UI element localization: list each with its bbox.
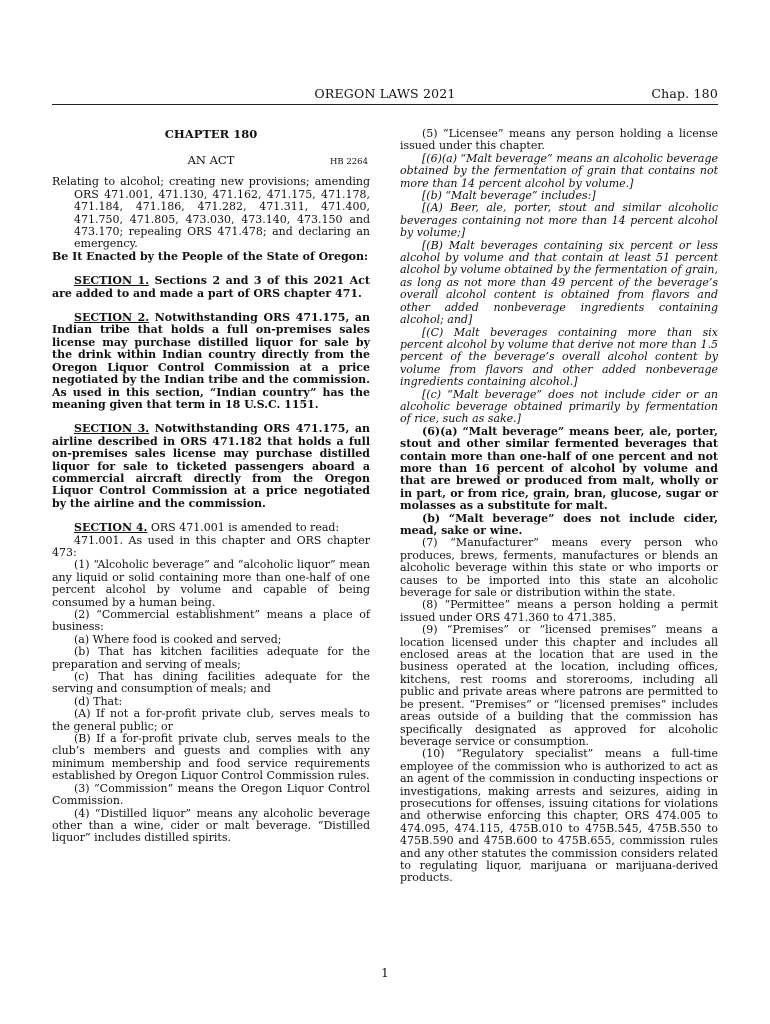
paragraph: (A) If not a for-profit private club, serves meals to the general public; or [52,707,370,733]
paragraph: (1) “Alcoholic beverage” and “alcoholic liquor” mean any liquid or solid containing more than one-half of one percent alcohol by volume and capable of being consumed by a human being. [52,558,370,609]
added-paragraph: (6)(a) “Malt beverage” means beer, ale, porter, stout and other similar fermented beverages that contain more than one-half of one percent and not more than 16 percent of alcohol by volume and that are brewed or produced from malt, wholly or in part, or from rice, grain, bran, glucose, sugar or molasses as a substitute for malt. [400,424,718,513]
running-title: OREGON LAWS 2021 [314,86,456,101]
deleted-paragraph: [(c) “Malt beverage” does not include cider or an alcoholic beverage obtained primarily by fermentation of rice, such as sake.] [400,387,718,426]
page-number: 1 [381,966,389,980]
paragraph: (8) “Permittee” means a person holding a permit issued under ORS 471.360 to 471.385. [400,598,718,624]
paragraph: (b) That has kitchen facilities adequate for the preparation and serving of meals; [52,645,370,671]
deleted-paragraph: [(A) Beer, ale, porter, stout and similar alcoholic beverages containing not more than 14 percent alcohol by volume;] [400,201,718,240]
section-4 [52,522,370,534]
paragraph: 471.001. As used in this chapter and ORS chapter 473: [52,533,370,559]
relating-clause: Relating to alcohol; creating new provisions; amending ORS 471.001, 471.130, 471.162, 471.175, 471.178, 471.184, 471.186, 471.282, 471.311, 471.400, 471.750, 471.805, 473.030, 473.140, 473.150 and 473.170; repealing ORS 471.478; and declaring an emergency. [52,175,370,251]
section-1 [52,275,370,300]
chapter-title: CHAPTER 180 [164,127,258,141]
section-2 [52,312,370,411]
section-2-text: Notwithstanding ORS 471.175, an Indian tribe that holds a full on-premises sales license may purchase distilled liquor for sale by the drink within Indian country directly from the Oregon Liquor Control Commission at a price negotiated by the Indian tribe and the commission. As used in this section, “Indian country” has the meaning given that term in 18 U.S.C. 1151. [52,311,370,411]
deleted-paragraph: [(b) “Malt beverage” includes:] [422,189,596,203]
paragraph: (10) “Regulatory specialist” means a full-time employee of the commission who is authorized to act as an agent of the commission in conducting inspections or investigations, making arrests and seizures, aiding in prosecutions for offenses, issuing citations for violations and otherwise enforcing this chapter, ORS 474.005 to 474.095, 474.115, 475B.010 to 475B.545, 475B.550 to 475B.590 and 475B.600 to 475B.655, commission rules and any other statutes the commission considers related to regulating liquor, marijuana or marijuana-derived products. [400,747,718,885]
paragraph: (2) “Commercial establishment” means a place of business: [52,608,370,634]
bill-number: HB 2264 [330,157,368,168]
paragraph: (a) Where food is cooked and served; [74,632,282,646]
page-header [52,84,718,105]
section-4-label: SECTION 4. [74,521,148,535]
paragraph: (7) “Manufacturer” means every person who produces, brews, ferments, manufactures or blends an alcoholic beverage within this state or who imports or causes to be imported into this state an alcoholic beverage for sale or distribution within the state. [400,536,718,600]
section-1-label: SECTION 1. [74,274,150,288]
act-label: AN ACT [187,153,235,168]
deleted-paragraph: [(C) Malt beverages containing more than six percent alcohol by volume that derive not more than 1.5 percent of the beverage’s overall alcohol content by volume from flavors and other added nonbeverage ingredients containing alcohol.] [400,325,718,389]
added-paragraph: (b) “Malt beverage” does not include cider, mead, sake or wine. [400,511,718,537]
chapter-marker: Chap. 180 [651,86,718,101]
paragraph: (d) That: [74,694,123,708]
section-3-text: Notwithstanding ORS 471.175, an airline described in ORS 471.182 that holds a full on-premises sales license may purchase distilled liquor for sale to ticketed passengers aboard a commercial aircraft directly from the Oregon Liquor Control Commission at a price negotiated by the airline and the commission. [52,422,370,510]
right-column [400,128,718,885]
deleted-paragraph: [(B) Malt beverages containing six percent or less alcohol by volume and that contain at least 51 percent alcohol by volume obtained by the fermentation of grain, as long as not more than 49 percent of the beverage’s overall alcohol content is obtained from flavors and other added nonbeverage ingredients containing alcohol; and] [400,238,718,327]
deleted-paragraph: [(6)(a) “Malt beverage” means an alcoholic beverage obtained by the fermentation of grain that contains not more than 14 percent alcohol by volume.] [400,151,718,190]
section-4-text: ORS 471.001 is amended to read: [147,521,340,535]
paragraph: (9) “Premises” or “licensed premises” means a location licensed under this chapter and includes all enclosed areas at the location that are used in the business operated at the location, including offices, kitchens, rest rooms and storerooms, including all public and private areas where patrons are permitted to be present. “Premises” or “licensed premises” includes areas outside of a building that the commission has specifically designated as approved for alcoholic beverage service or consumption. [400,623,718,748]
act-line [52,154,370,170]
paragraph: (B) If a for-profit private club, serves meals to the club’s members and guests and complies with any minimum membership and food service requirements established by Oregon Liquor Control Commission rules. [52,732,370,783]
paragraph: (3) “Commission” means the Oregon Liquor Control Commission. [52,781,370,808]
left-column [52,128,370,845]
paragraph: (c) That has dining facilities adequate for the serving and consumption of meals; and [52,670,370,696]
enacting-clause: Be It Enacted by the People of the State of Oregon: [52,249,369,263]
section-2-label: SECTION 2. [74,311,150,325]
section-3-label: SECTION 3. [74,422,150,436]
paragraph: (4) “Distilled liquor” means any alcoholic beverage other than a wine, cider or malt beverage. “Distilled liquor” includes distilled spirits. [52,806,370,845]
section-1-text: Sections 2 and 3 of this 2021 Act are added to and made a part of ORS chapter 471. [52,274,370,300]
paragraph: (5) “Licensee” means any person holding a license issued under this chapter. [400,127,718,153]
section-3 [52,423,370,510]
